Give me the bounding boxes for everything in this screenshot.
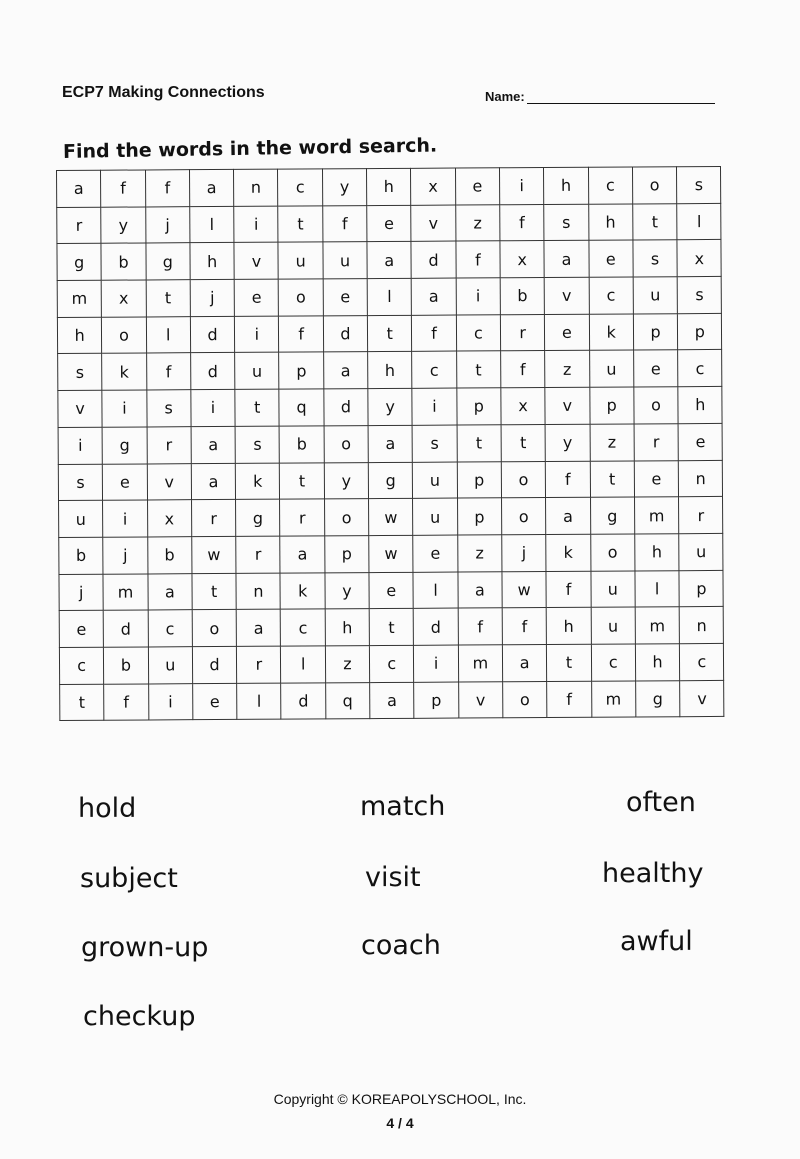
grid-cell[interactable]: q: [279, 389, 324, 426]
grid-cell[interactable]: g: [102, 427, 147, 464]
grid-cell[interactable]: u: [235, 353, 280, 390]
grid-cell[interactable]: v: [58, 390, 103, 427]
grid-cell[interactable]: t: [235, 389, 280, 426]
grid-cell[interactable]: f: [323, 205, 368, 242]
grid-cell[interactable]: f: [145, 170, 190, 207]
grid-cell[interactable]: a: [370, 682, 415, 719]
grid-cell[interactable]: c: [588, 167, 633, 204]
grid-cell[interactable]: c: [369, 645, 414, 682]
grid-cell[interactable]: k: [235, 463, 280, 500]
grid-cell[interactable]: t: [369, 609, 414, 646]
grid-cell[interactable]: h: [190, 243, 235, 280]
grid-cell[interactable]: o: [102, 317, 147, 354]
grid-cell[interactable]: z: [325, 646, 370, 683]
grid-cell[interactable]: f: [501, 351, 546, 388]
grid-cell[interactable]: s: [677, 276, 722, 313]
grid-cell[interactable]: g: [635, 680, 680, 717]
grid-cell[interactable]: d: [192, 646, 237, 683]
grid-cell[interactable]: n: [236, 573, 281, 610]
grid-cell[interactable]: o: [634, 387, 679, 424]
grid-cell[interactable]: j: [145, 206, 190, 243]
grid-cell[interactable]: t: [60, 684, 105, 721]
grid-cell[interactable]: p: [589, 387, 634, 424]
grid-cell[interactable]: i: [58, 427, 103, 464]
grid-cell[interactable]: f: [412, 315, 457, 352]
grid-cell[interactable]: e: [103, 463, 148, 500]
grid-row: [57, 240, 722, 281]
grid-cell[interactable]: w: [369, 535, 414, 572]
grid-cell[interactable]: a: [368, 425, 413, 462]
grid-cell[interactable]: h: [368, 352, 413, 389]
grid-cell[interactable]: e: [678, 423, 723, 460]
grid-cell[interactable]: z: [545, 351, 590, 388]
grid-cell[interactable]: c: [412, 351, 457, 388]
grid-row: [59, 497, 724, 538]
grid-cell[interactable]: x: [101, 280, 146, 317]
grid-cell[interactable]: i: [235, 316, 280, 353]
grid-cell[interactable]: e: [545, 314, 590, 351]
grid-cell[interactable]: f: [458, 608, 503, 645]
page-number: 4 / 4: [386, 1115, 414, 1131]
grid-cell[interactable]: k: [589, 314, 634, 351]
grid-cell[interactable]: t: [547, 644, 592, 681]
grid-cell[interactable]: d: [414, 608, 459, 645]
grid-cell[interactable]: f: [101, 170, 146, 207]
grid-cell[interactable]: o: [279, 279, 324, 316]
word-coach: coach: [361, 930, 441, 961]
grid-cell[interactable]: l: [237, 683, 282, 720]
grid-cell[interactable]: i: [414, 645, 459, 682]
grid-cell[interactable]: t: [633, 203, 678, 240]
grid-cell[interactable]: m: [103, 574, 148, 611]
grid-cell[interactable]: c: [281, 609, 326, 646]
grid-cell[interactable]: s: [58, 464, 103, 501]
grid-cell[interactable]: v: [234, 243, 279, 280]
grid-cell[interactable]: g: [57, 244, 102, 281]
grid-cell[interactable]: a: [57, 170, 102, 207]
grid-cell[interactable]: b: [104, 647, 149, 684]
word-search-grid: [56, 166, 725, 721]
grid-cell[interactable]: u: [679, 533, 724, 570]
grid-cell[interactable]: x: [501, 388, 546, 425]
grid-cell[interactable]: a: [502, 644, 547, 681]
grid-cell[interactable]: h: [546, 607, 591, 644]
grid-cell[interactable]: h: [588, 204, 633, 241]
grid-cell[interactable]: q: [325, 682, 370, 719]
grid-cell[interactable]: y: [324, 462, 369, 499]
grid-cell[interactable]: k: [280, 572, 325, 609]
grid-cell[interactable]: s: [412, 425, 457, 462]
grid-cell[interactable]: z: [455, 204, 500, 241]
grid-cell[interactable]: u: [278, 242, 323, 279]
grid-cell[interactable]: e: [234, 279, 279, 316]
word-checkup: checkup: [83, 1001, 196, 1032]
grid-cell[interactable]: p: [414, 682, 459, 719]
grid-cell[interactable]: c: [59, 647, 104, 684]
grid-cell[interactable]: j: [59, 574, 104, 611]
grid-cell[interactable]: d: [281, 682, 326, 719]
grid-cell[interactable]: f: [547, 681, 592, 718]
grid-cell[interactable]: v: [545, 387, 590, 424]
grid-cell[interactable]: c: [456, 315, 501, 352]
grid-cell[interactable]: g: [368, 462, 413, 499]
grid-cell[interactable]: r: [679, 497, 724, 534]
grid-cell[interactable]: m: [57, 280, 102, 317]
grid-cell[interactable]: v: [458, 681, 503, 718]
grid-cell[interactable]: r: [191, 500, 236, 537]
grid-cell[interactable]: a: [189, 169, 234, 206]
grid-cell[interactable]: g: [146, 243, 191, 280]
word-hold: hold: [78, 793, 137, 824]
grid-cell[interactable]: h: [635, 644, 680, 681]
grid-row: [57, 313, 722, 354]
grid-cell[interactable]: r: [236, 536, 281, 573]
grid-cell[interactable]: k: [546, 534, 591, 571]
grid-cell[interactable]: w: [502, 571, 547, 608]
grid-cell[interactable]: p: [279, 352, 324, 389]
grid-cell[interactable]: y: [322, 169, 367, 206]
grid-cell[interactable]: p: [325, 535, 370, 572]
grid-cell[interactable]: h: [367, 168, 412, 205]
grid-cell[interactable]: a: [323, 352, 368, 389]
grid-row: [58, 387, 723, 428]
grid-cell[interactable]: u: [413, 498, 458, 535]
grid-cell[interactable]: v: [147, 463, 192, 500]
grid-cell[interactable]: e: [323, 279, 368, 316]
grid-cell[interactable]: h: [544, 167, 589, 204]
grid-cell[interactable]: t: [367, 315, 412, 352]
grid-cell[interactable]: j: [190, 279, 235, 316]
grid-cell[interactable]: f: [146, 353, 191, 390]
grid-cell[interactable]: u: [591, 607, 636, 644]
grid-cell[interactable]: e: [369, 572, 414, 609]
grid-cell[interactable]: n: [679, 607, 724, 644]
grid-cell[interactable]: o: [324, 499, 369, 536]
grid-cell[interactable]: t: [192, 573, 237, 610]
grid-cell[interactable]: z: [590, 424, 635, 461]
grid-cell[interactable]: v: [680, 680, 725, 717]
grid-cell[interactable]: i: [148, 683, 193, 720]
grid-cell[interactable]: m: [635, 607, 680, 644]
grid-cell[interactable]: y: [545, 424, 590, 461]
grid-cell[interactable]: f: [104, 684, 149, 721]
grid-cell[interactable]: b: [59, 537, 104, 574]
name-label: Name:: [485, 89, 525, 104]
grid-cell[interactable]: a: [412, 278, 457, 315]
grid-row: [59, 643, 724, 684]
grid-cell[interactable]: e: [367, 205, 412, 242]
name-blank-line[interactable]: [527, 92, 715, 104]
grid-cell[interactable]: l: [146, 316, 191, 353]
grid-cell[interactable]: s: [58, 354, 103, 391]
grid-cell[interactable]: w: [192, 536, 237, 573]
word-visit: visit: [365, 862, 421, 893]
grid-cell[interactable]: t: [278, 206, 323, 243]
grid-cell[interactable]: i: [234, 206, 279, 243]
grid-cell[interactable]: a: [191, 463, 236, 500]
grid-cell[interactable]: i: [412, 388, 457, 425]
grid-cell[interactable]: e: [589, 240, 634, 277]
grid-cell[interactable]: b: [101, 243, 146, 280]
grid-cell[interactable]: h: [325, 609, 370, 646]
grid-cell[interactable]: d: [191, 353, 236, 390]
grid-cell[interactable]: d: [103, 610, 148, 647]
grid-cell[interactable]: u: [59, 500, 104, 537]
grid-row: [58, 423, 723, 464]
grid-cell[interactable]: l: [677, 203, 722, 240]
grid-cell[interactable]: u: [323, 242, 368, 279]
grid-cell[interactable]: e: [413, 535, 458, 572]
word-awful: awful: [620, 926, 693, 957]
grid-cell[interactable]: s: [146, 390, 191, 427]
grid-cell[interactable]: v: [411, 205, 456, 242]
word-match: match: [360, 791, 446, 822]
word-subject: subject: [80, 863, 178, 894]
grid-cell[interactable]: o: [192, 610, 237, 647]
grid-cell[interactable]: o: [503, 681, 548, 718]
grid-cell[interactable]: i: [499, 168, 544, 205]
grid-cell[interactable]: e: [634, 460, 679, 497]
grid-cell[interactable]: a: [367, 242, 412, 279]
grid-cell[interactable]: s: [677, 166, 722, 203]
instruction-text: Find the words in the word search.: [62, 134, 438, 163]
grid-cell[interactable]: f: [456, 241, 501, 278]
grid-cell[interactable]: i: [456, 278, 501, 315]
grid-row: [59, 570, 724, 611]
grid-cell[interactable]: b: [500, 278, 545, 315]
grid-cell[interactable]: u: [633, 277, 678, 314]
grid-cell[interactable]: n: [678, 460, 723, 497]
grid-row: [57, 276, 722, 317]
grid-cell[interactable]: j: [502, 534, 547, 571]
grid-row: [57, 203, 722, 244]
grid-cell[interactable]: p: [457, 388, 502, 425]
grid-cell[interactable]: o: [501, 461, 546, 498]
grid-cell[interactable]: t: [501, 424, 546, 461]
grid-cell[interactable]: j: [103, 537, 148, 574]
grid-cell[interactable]: l: [281, 646, 326, 683]
grid-cell[interactable]: t: [590, 460, 635, 497]
word-grown-up: grown-up: [81, 932, 209, 963]
grid-cell[interactable]: u: [148, 647, 193, 684]
grid-row: [59, 533, 724, 574]
grid-cell[interactable]: l: [367, 278, 412, 315]
grid-cell[interactable]: o: [501, 498, 546, 535]
grid-cell[interactable]: o: [632, 167, 677, 204]
grid-cell[interactable]: i: [191, 390, 236, 427]
grid-cell[interactable]: f: [502, 608, 547, 645]
grid-cell[interactable]: s: [633, 240, 678, 277]
grid-cell[interactable]: f: [279, 316, 324, 353]
grid-cell[interactable]: c: [589, 277, 634, 314]
grid-cell[interactable]: r: [57, 207, 102, 244]
grid-cell[interactable]: r: [147, 426, 192, 463]
grid-cell[interactable]: m: [634, 497, 679, 534]
grid-cell[interactable]: l: [413, 572, 458, 609]
grid-cell[interactable]: s: [544, 204, 589, 241]
grid-cell[interactable]: y: [325, 572, 370, 609]
grid-cell[interactable]: e: [59, 610, 104, 647]
grid-cell[interactable]: a: [546, 497, 591, 534]
grid-cell[interactable]: r: [280, 499, 325, 536]
grid-cell[interactable]: t: [457, 425, 502, 462]
grid-cell[interactable]: s: [235, 426, 280, 463]
grid-cell[interactable]: d: [324, 389, 369, 426]
grid-cell[interactable]: u: [589, 350, 634, 387]
grid-cell[interactable]: t: [146, 280, 191, 317]
grid-cell[interactable]: k: [102, 353, 147, 390]
grid-cell[interactable]: o: [324, 425, 369, 462]
grid-cell[interactable]: e: [455, 168, 500, 205]
grid-row: [60, 680, 725, 721]
grid-cell[interactable]: t: [456, 351, 501, 388]
grid-cell[interactable]: p: [457, 498, 502, 535]
grid-cell[interactable]: h: [678, 387, 723, 424]
grid-cell[interactable]: n: [234, 169, 279, 206]
grid-cell[interactable]: x: [677, 240, 722, 277]
grid-cell[interactable]: b: [147, 537, 192, 574]
grid-cell[interactable]: a: [280, 536, 325, 573]
grid-cell[interactable]: u: [413, 462, 458, 499]
grid-cell[interactable]: d: [323, 315, 368, 352]
grid-cell[interactable]: c: [148, 610, 193, 647]
grid-cell[interactable]: m: [591, 681, 636, 718]
grid-cell[interactable]: g: [236, 499, 281, 536]
grid-cell[interactable]: f: [546, 461, 591, 498]
grid-cell[interactable]: a: [191, 426, 236, 463]
grid-cell[interactable]: z: [457, 535, 502, 572]
worksheet-title: ECP7 Making Connections: [62, 84, 265, 101]
grid-cell[interactable]: x: [147, 500, 192, 537]
grid-cell[interactable]: y: [101, 207, 146, 244]
grid-cell[interactable]: p: [457, 461, 502, 498]
grid-row: [58, 350, 723, 391]
grid-cell[interactable]: a: [148, 573, 193, 610]
grid-table: [56, 166, 725, 721]
grid-cell[interactable]: u: [591, 571, 636, 608]
grid-cell[interactable]: m: [458, 645, 503, 682]
grid-cell[interactable]: p: [679, 570, 724, 607]
grid-cell[interactable]: p: [633, 313, 678, 350]
grid-cell[interactable]: f: [500, 204, 545, 241]
grid-cell[interactable]: v: [544, 277, 589, 314]
grid-cell[interactable]: w: [369, 499, 414, 536]
grid-cell[interactable]: l: [190, 206, 235, 243]
grid-cell[interactable]: i: [103, 500, 148, 537]
grid-cell[interactable]: a: [236, 609, 281, 646]
word-healthy: healthy: [602, 858, 704, 889]
grid-cell[interactable]: r: [237, 646, 282, 683]
grid-cell[interactable]: t: [280, 462, 325, 499]
word-often: often: [626, 787, 696, 818]
grid-cell[interactable]: y: [368, 388, 413, 425]
grid-cell[interactable]: x: [500, 241, 545, 278]
grid-cell[interactable]: r: [500, 314, 545, 351]
grid-cell[interactable]: i: [102, 390, 147, 427]
grid-cell[interactable]: b: [280, 426, 325, 463]
grid-cell[interactable]: e: [193, 683, 238, 720]
grid-cell[interactable]: g: [590, 497, 635, 534]
grid-cell[interactable]: f: [546, 571, 591, 608]
grid-row: [58, 460, 723, 501]
grid-cell[interactable]: d: [190, 316, 235, 353]
grid-cell[interactable]: a: [544, 241, 589, 278]
grid-cell[interactable]: c: [591, 644, 636, 681]
grid-cell[interactable]: c: [680, 643, 725, 680]
grid-cell[interactable]: r: [634, 424, 679, 461]
grid-cell[interactable]: x: [411, 168, 456, 205]
name-field: [485, 89, 715, 104]
grid-cell[interactable]: p: [678, 313, 723, 350]
grid-row: [57, 166, 722, 207]
grid-cell[interactable]: d: [411, 241, 456, 278]
copyright-text: Copyright © KOREAPOLYSCHOOL, Inc.: [273, 1091, 527, 1107]
grid-cell[interactable]: l: [635, 570, 680, 607]
grid-cell[interactable]: o: [590, 534, 635, 571]
grid-cell[interactable]: h: [57, 317, 102, 354]
grid-cell[interactable]: e: [633, 350, 678, 387]
grid-cell[interactable]: c: [278, 169, 323, 206]
grid-cell[interactable]: c: [678, 350, 723, 387]
grid-cell[interactable]: a: [458, 571, 503, 608]
grid-cell[interactable]: h: [635, 534, 680, 571]
grid-row: [59, 607, 724, 648]
